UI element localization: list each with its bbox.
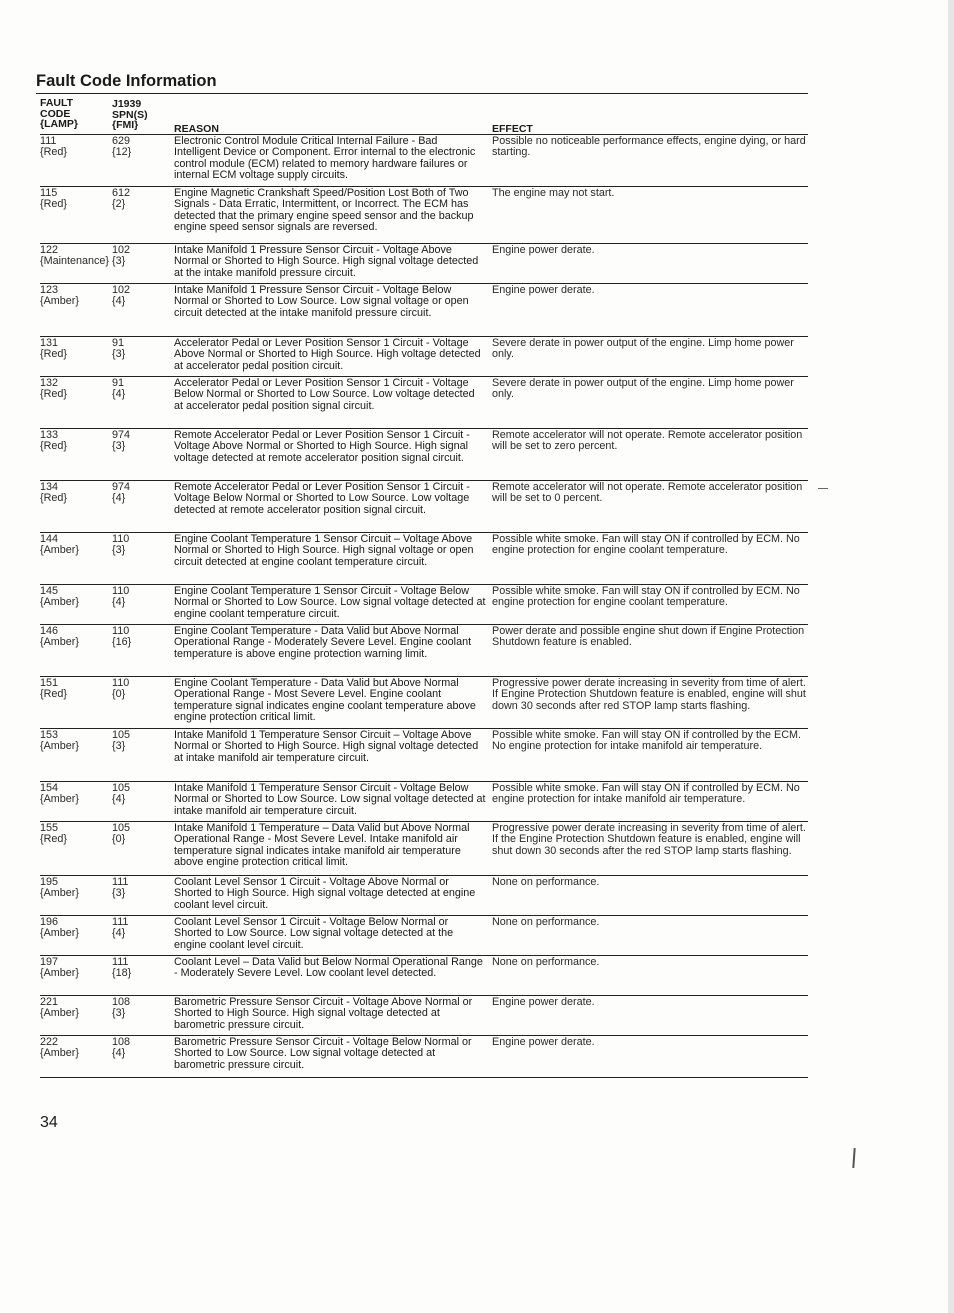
- lamp-status: {Red}: [40, 492, 68, 505]
- fmi-value: {3}: [112, 740, 126, 753]
- reason-cell: Intake Manifold 1 Pressure Sensor Circuit - Voltage Below Normal or Shorted to Low Source. Low signal voltage or open circuit detected at the intake manifold pressure circuit.: [174, 284, 469, 319]
- fmi-value: {0}: [112, 833, 126, 846]
- reason-cell: Engine Coolant Temperature 1 Sensor Circuit - Voltage Below Normal or Shorted to Low Source. Low signal voltage detected at engine coolant temperature circuit.: [174, 585, 486, 620]
- lamp-status: {Amber}: [40, 793, 80, 806]
- lamp-status: {Red}: [40, 440, 68, 453]
- header-reason: REASON: [174, 122, 219, 135]
- effect-cell: Possible white smoke. Fan will stay ON if controlled by ECM. No engine protection for engine coolant temperature.: [492, 585, 800, 609]
- effect-cell: Engine power derate.: [492, 996, 595, 1008]
- table-row: [40, 955, 808, 995]
- table-row: [40, 186, 808, 243]
- fault-code: 154: [40, 782, 59, 794]
- table-row: [40, 915, 808, 955]
- lamp-status: {Amber}: [40, 295, 80, 308]
- fault-code-cell: [40, 626, 112, 676]
- fmi-value: {4}: [112, 793, 126, 806]
- table-header: [40, 98, 808, 134]
- table-row: [40, 584, 808, 624]
- fault-code: 153: [40, 729, 59, 741]
- spn-cell: [112, 482, 174, 532]
- fmi-value: {4}: [112, 295, 126, 308]
- fmi-value: {4}: [112, 927, 126, 940]
- fault-code-cell: [40, 997, 112, 1035]
- spn-value: 110: [112, 625, 130, 637]
- fault-code: 155: [40, 822, 59, 834]
- fmi-value: {0}: [112, 688, 126, 701]
- fault-code-cell: [40, 957, 112, 995]
- spn-value: 102: [112, 244, 131, 256]
- effect-cell: None on performance.: [492, 876, 600, 888]
- fault-code-cell: [40, 430, 112, 480]
- table-row: [40, 283, 808, 336]
- fault-code: 151: [40, 677, 59, 689]
- spn-cell: [112, 678, 174, 728]
- fault-code-cell: [40, 783, 112, 821]
- fmi-value: {4}: [112, 388, 126, 401]
- spn-value: 111: [112, 876, 129, 888]
- fault-code-cell: [40, 285, 112, 336]
- lamp-status: {Amber}: [40, 596, 80, 609]
- fmi-value: {4}: [112, 596, 126, 609]
- spn-cell: [112, 586, 174, 624]
- stray-mark: [852, 1148, 855, 1168]
- spn-value: 105: [112, 729, 131, 741]
- fault-code: 123: [40, 284, 59, 296]
- effect-cell: The engine may not start.: [492, 187, 615, 199]
- effect-cell: Possible white smoke. Fan will stay ON if controlled by ECM. No engine protection for engine coolant temperature.: [492, 533, 800, 557]
- lamp-status: {Red}: [40, 833, 68, 846]
- fault-code: 111: [40, 135, 57, 147]
- table-row: [40, 480, 808, 532]
- spn-value: 111: [112, 916, 129, 928]
- lamp-status: {Amber}: [40, 544, 80, 557]
- reason-cell: Electronic Control Module Critical Internal Failure - Bad Intelligent Device or Component. Error internal to the electronic control module (ECM) related to memory hardware failures or internal ECM voltage supply circuits.: [174, 135, 476, 182]
- fault-code-cell: [40, 823, 112, 875]
- fmi-value: {3}: [112, 255, 126, 268]
- reason-cell: Intake Manifold 1 Temperature Sensor Circuit - Voltage Below Normal or Shorted to Low Source. Low signal voltage detected at intake manifold air temperature circuit.: [174, 782, 486, 817]
- spn-value: 612: [112, 187, 131, 199]
- fault-code: 145: [40, 585, 59, 597]
- effect-cell: Possible white smoke. Fan will stay ON if controlled by the ECM. No engine protection for intake manifold air temperature.: [492, 729, 802, 753]
- lamp-status: {Maintenance}: [40, 255, 110, 268]
- spn-cell: [112, 285, 174, 336]
- table-row: [40, 781, 808, 821]
- reason-cell: Engine Coolant Temperature 1 Sensor Circuit – Voltage Above Normal or Shorted to High Source. High signal voltage or open circuit detected at engine coolant temperature circuit.: [174, 533, 474, 568]
- fault-code: 134: [40, 481, 59, 493]
- spn-cell: [112, 245, 174, 283]
- table-row: [40, 1035, 808, 1077]
- effect-cell: Possible white smoke. Fan will stay ON if controlled by ECM. No engine protection for intake manifold air temperature.: [492, 782, 800, 806]
- table-body: [40, 134, 808, 1077]
- spn-cell: [112, 877, 174, 915]
- fmi-value: {4}: [112, 1047, 126, 1060]
- spn-value: 110: [112, 585, 130, 597]
- page-number: 34: [40, 1114, 58, 1131]
- lamp-status: {Amber}: [40, 1007, 80, 1020]
- table-bottom-rule: [40, 1077, 808, 1078]
- header-effect: EFFECT: [492, 122, 533, 135]
- table-row: [40, 428, 808, 480]
- table-row: [40, 821, 808, 875]
- reason-cell: Coolant Level Sensor 1 Circuit - Voltage Above Normal or Shorted to High Source. High signal voltage detected at engine coolant level circuit.: [174, 876, 476, 911]
- spn-value: 102: [112, 284, 131, 296]
- reason-cell: Remote Accelerator Pedal or Lever Position Sensor 1 Circuit - Voltage Above Normal or Shorted to High Source. High signal voltage detected at remote accelerator position signal circuit.: [174, 429, 470, 464]
- lamp-status: {Amber}: [40, 1047, 80, 1060]
- fault-code: 115: [40, 187, 58, 199]
- table-row: [40, 995, 808, 1035]
- effect-cell: Progressive power derate increasing in severity from time of alert. If the Engine Protection Shutdown feature is enabled, engine will shut down 30 seconds after the red STOP lamp starts flashing.: [492, 822, 806, 857]
- fault-code-cell: [40, 378, 112, 428]
- spn-value: 105: [112, 822, 131, 834]
- page-title: Fault Code Information: [36, 72, 217, 90]
- header-spn: J1939 SPN(S) {FMI}: [112, 98, 148, 131]
- spn-cell: [112, 957, 174, 995]
- reason-cell: Accelerator Pedal or Lever Position Sensor 1 Circuit - Voltage Above Normal or Shorted to High Source. High voltage detected at accelerator pedal position circuit.: [174, 337, 481, 372]
- reason-cell: Engine Coolant Temperature - Data Valid but Above Normal Operational Range - Moderately Severe Level. Engine coolant temperature is above engine protection warning limit.: [174, 625, 472, 660]
- effect-cell: Possible no noticeable performance effects, engine dying, or hard starting.: [492, 135, 806, 159]
- fault-code: 197: [40, 956, 59, 968]
- reason-cell: Barometric Pressure Sensor Circuit - Voltage Below Normal or Shorted to Low Source. Low signal voltage detected at barometric pressure circuit.: [174, 1036, 472, 1071]
- spn-value: 110: [112, 677, 130, 689]
- spn-value: 629: [112, 135, 131, 147]
- header-fault-code: FAULT CODE {LAMP}: [40, 97, 78, 130]
- spn-cell: [112, 188, 174, 243]
- table-row: [40, 728, 808, 781]
- table-row: [40, 376, 808, 428]
- spn-cell: [112, 338, 174, 376]
- table-row: [40, 875, 808, 915]
- effect-cell: Engine power derate.: [492, 1036, 595, 1048]
- lamp-status: {Red}: [40, 348, 68, 361]
- spn-value: 91: [112, 377, 125, 389]
- fault-code-cell: [40, 1037, 112, 1077]
- fault-code: 196: [40, 916, 59, 928]
- fault-code-cell: [40, 534, 112, 584]
- lamp-status: {Red}: [40, 388, 68, 401]
- spn-cell: [112, 783, 174, 821]
- effect-cell: Severe derate in power output of the engine. Limp home power only.: [492, 377, 794, 401]
- fault-code: 195: [40, 876, 59, 888]
- spn-cell: [112, 430, 174, 480]
- stray-mark: [818, 488, 828, 489]
- table-row: [40, 336, 808, 376]
- lamp-status: {Red}: [40, 688, 68, 701]
- title-rule: [36, 93, 808, 94]
- reason-cell: Coolant Level – Data Valid but Below Normal Operational Range - Moderately Severe Level. Low coolant level detected.: [174, 956, 483, 980]
- page-edge: [948, 0, 954, 1313]
- fault-code: 122: [40, 244, 59, 256]
- effect-cell: Severe derate in power output of the engine. Limp home power only.: [492, 337, 794, 361]
- spn-cell: [112, 136, 174, 186]
- spn-value: 108: [112, 996, 131, 1008]
- fmi-value: {3}: [112, 348, 126, 361]
- effect-cell: None on performance.: [492, 956, 600, 968]
- spn-value: 110: [112, 533, 130, 545]
- reason-cell: Remote Accelerator Pedal or Lever Position Sensor 1 Circuit - Voltage Below Normal or Shorted to Low Source. Low voltage detected at remote accelerator position signal circuit.: [174, 481, 470, 516]
- fault-code: 222: [40, 1036, 59, 1048]
- effect-cell: Progressive power derate increasing in severity from time of alert. If Engine Protection Shutdown feature is enabled, engine will shut down 30 seconds after red STOP lamp starts flashing.: [492, 677, 806, 712]
- reason-cell: Intake Manifold 1 Temperature – Data Valid but Above Normal Operational Range - Most Severe Level. Intake manifold air temperature signal indicates intake manifold air temperature above engine protection critical limit.: [174, 822, 470, 869]
- reason-cell: Intake Manifold 1 Temperature Sensor Circuit – Voltage Above Normal or Shorted to High Source. High signal voltage detected at intake manifold air temperature circuit.: [174, 729, 479, 764]
- effect-cell: Remote accelerator will not operate. Remote accelerator position will be set to 0 percent.: [492, 481, 803, 505]
- fault-code-cell: [40, 338, 112, 376]
- spn-cell: [112, 626, 174, 676]
- table-row: [40, 676, 808, 728]
- spn-cell: [112, 378, 174, 428]
- fault-code-cell: [40, 188, 112, 243]
- fault-code-cell: [40, 245, 112, 283]
- effect-cell: None on performance.: [492, 916, 600, 928]
- fault-code-cell: [40, 730, 112, 781]
- spn-value: 108: [112, 1036, 131, 1048]
- lamp-status: {Amber}: [40, 887, 80, 900]
- spn-value: 105: [112, 782, 131, 794]
- fmi-value: {12}: [112, 146, 132, 159]
- spn-cell: [112, 997, 174, 1035]
- fault-code-cell: [40, 586, 112, 624]
- fault-code-cell: [40, 482, 112, 532]
- effect-cell: Remote accelerator will not operate. Remote accelerator position will be set to zero percent.: [492, 429, 803, 453]
- table-row: [40, 532, 808, 584]
- spn-value: 111: [112, 956, 129, 968]
- fault-code-cell: [40, 678, 112, 728]
- fmi-value: {4}: [112, 492, 126, 505]
- table-row: [40, 134, 808, 186]
- fmi-value: {3}: [112, 440, 126, 453]
- lamp-status: {Amber}: [40, 967, 80, 980]
- fault-code: 131: [40, 337, 59, 349]
- effect-cell: Power derate and possible engine shut down if Engine Protection Shutdown feature is enabled.: [492, 625, 805, 649]
- fault-code-cell: [40, 877, 112, 915]
- fault-code: 146: [40, 625, 59, 637]
- fmi-value: {3}: [112, 887, 126, 900]
- fault-code: 133: [40, 429, 59, 441]
- lamp-status: {Red}: [40, 146, 68, 159]
- spn-cell: [112, 823, 174, 875]
- fmi-value: {18}: [112, 967, 132, 980]
- lamp-status: {Amber}: [40, 636, 80, 649]
- fmi-value: {2}: [112, 198, 126, 211]
- lamp-status: {Amber}: [40, 740, 80, 753]
- fault-code-table: [40, 98, 808, 1078]
- table-row: [40, 243, 808, 283]
- table-row: [40, 624, 808, 676]
- spn-cell: [112, 1037, 174, 1077]
- reason-cell: Engine Magnetic Crankshaft Speed/Position Lost Both of Two Signals - Data Erratic, Intermittent, or Incorrect. The ECM has detected that the primary engine speed sensor and the backup engine speed sensor signals are reversed.: [174, 187, 474, 234]
- reason-cell: Barometric Pressure Sensor Circuit - Voltage Above Normal or Shorted to High Source. High signal voltage detected at barometric pressure circuit.: [174, 996, 473, 1031]
- reason-cell: Accelerator Pedal or Lever Position Sensor 1 Circuit - Voltage Below Normal or Shorted to Low Source. Low voltage detected at accelerator pedal position signal circuit.: [174, 377, 475, 412]
- fmi-value: {16}: [112, 636, 132, 649]
- effect-cell: Engine power derate.: [492, 244, 595, 256]
- spn-value: 974: [112, 481, 131, 493]
- spn-cell: [112, 534, 174, 584]
- spn-value: 91: [112, 337, 125, 349]
- fault-code: 144: [40, 533, 59, 545]
- fmi-value: {3}: [112, 544, 126, 557]
- fault-code-cell: [40, 917, 112, 955]
- effect-cell: Engine power derate.: [492, 284, 595, 296]
- fault-code: 132: [40, 377, 59, 389]
- spn-value: 974: [112, 429, 131, 441]
- reason-cell: Coolant Level Sensor 1 Circuit - Voltage Below Normal or Shorted to Low Source. Low signal voltage detected at the engine coolant level circuit.: [174, 916, 454, 951]
- fault-code-cell: [40, 136, 112, 186]
- fmi-value: {3}: [112, 1007, 126, 1020]
- spn-cell: [112, 917, 174, 955]
- lamp-status: {Red}: [40, 198, 68, 211]
- spn-cell: [112, 730, 174, 781]
- reason-cell: Engine Coolant Temperature - Data Valid but Above Normal Operational Range - Most Severe Level. Engine coolant temperature signal indicates engine coolant temperature above engine protection critical limit.: [174, 677, 476, 724]
- fault-code: 221: [40, 996, 59, 1008]
- lamp-status: {Amber}: [40, 927, 80, 940]
- reason-cell: Intake Manifold 1 Pressure Sensor Circuit - Voltage Above Normal or Shorted to High Source. High signal voltage detected at the intake manifold pressure circuit.: [174, 244, 479, 279]
